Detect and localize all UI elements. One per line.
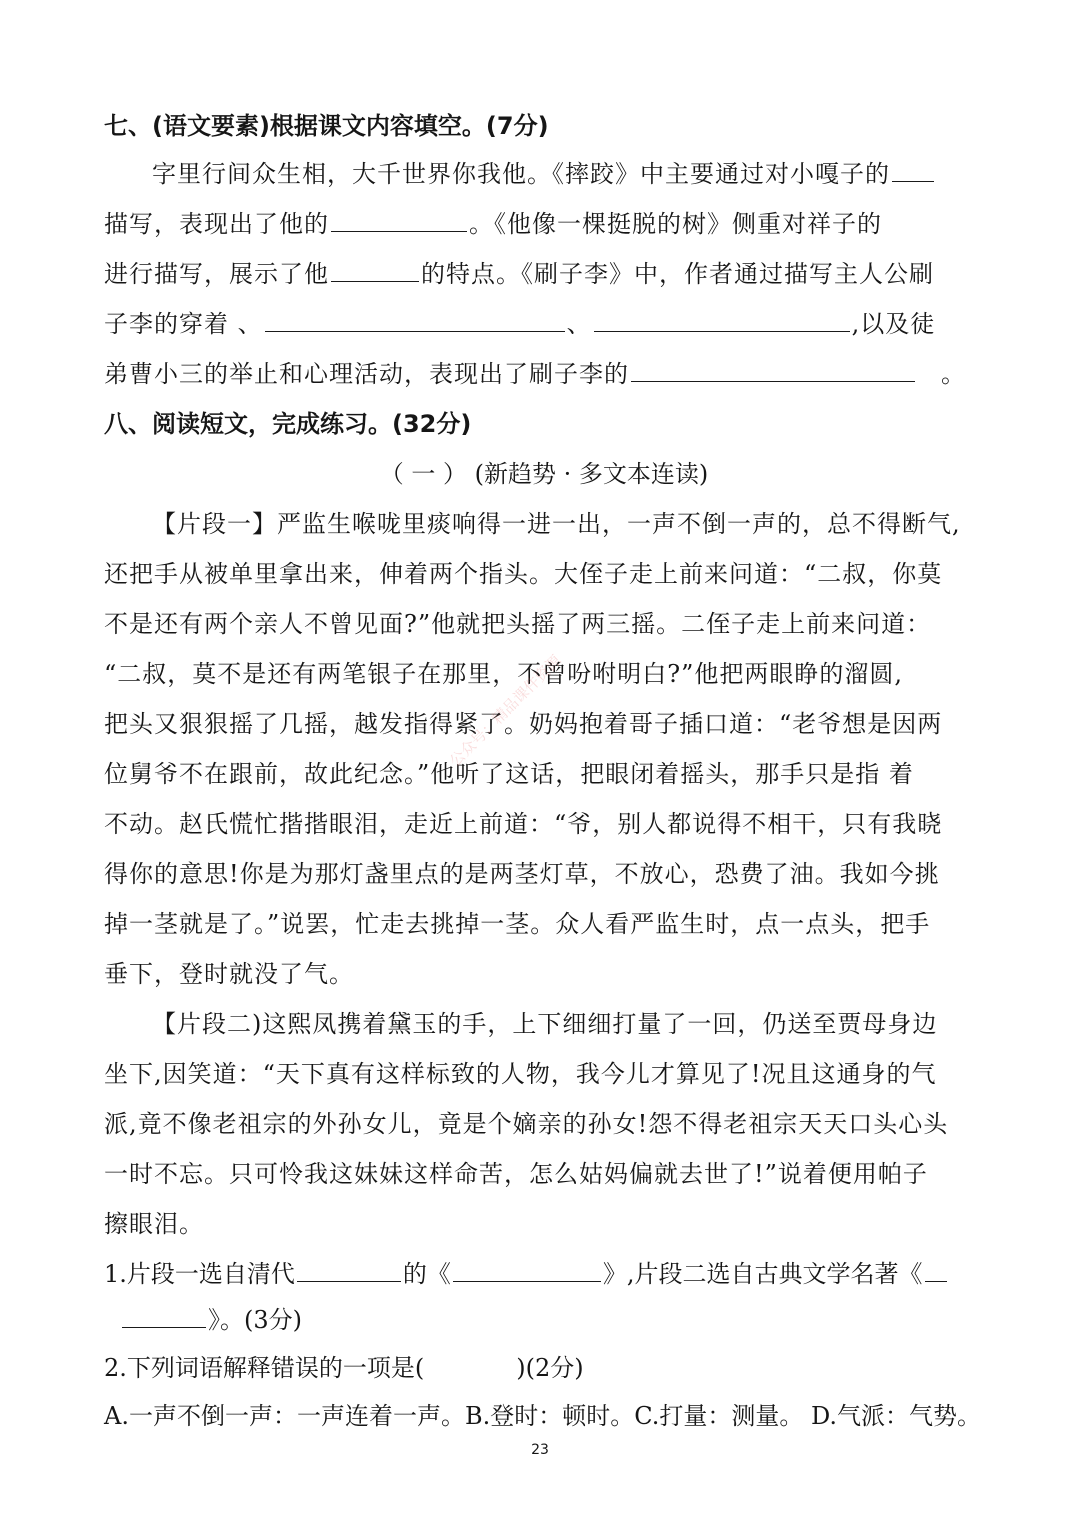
fill-blank[interactable] bbox=[265, 309, 565, 332]
question-1-text: 》,片段二选自古典文学名著《 bbox=[602, 1260, 923, 1288]
fill-blank[interactable] bbox=[453, 1259, 601, 1282]
section-7-line-1 bbox=[152, 158, 982, 190]
passage-1-line: 位舅爷不在跟前，故此纪念。”他听了这话，把眼闭着摇头，那手只是指 着 bbox=[104, 760, 914, 788]
passage-1-line: “二叔，莫不是还有两笔银子在那里，不曾吩咐明白?”他把两眼睁的溜圆, bbox=[104, 660, 904, 688]
fill-blank[interactable] bbox=[122, 1305, 206, 1328]
question-2-text: 2.下列词语解释错误的一项是( bbox=[104, 1354, 425, 1382]
section-8-subtitle: （ 一 ） (新趋势 · 多文本连读) bbox=[379, 460, 709, 488]
question-1-text: 》。(3分) bbox=[208, 1306, 302, 1334]
section-7-text: 描写，表现出了他的 bbox=[104, 210, 329, 238]
passage-1-line: 不是还有两个亲人不曾见面?”他就把头摇了两三摇。二侄子走上前来问道： bbox=[104, 610, 932, 638]
passage-2-line: 【片段二)这熙凤携着黛玉的手，上下细细打量了一回，仍送至贾母身边 bbox=[152, 1010, 938, 1038]
section-7-text: 进行描写，展示了他 bbox=[104, 260, 329, 288]
question-2-text: )(2分) bbox=[516, 1354, 584, 1382]
question-2 bbox=[104, 1352, 984, 1384]
passage-1-line: 得你的意思!你是为那灯盏里点的是两茎灯草，不放心，恐费了油。我如今挑 bbox=[104, 860, 940, 888]
passage-1-line: 垂下，登时就没了气。 bbox=[104, 960, 354, 988]
section-7-line-3 bbox=[104, 258, 984, 290]
section-7-text: 的特点。《刷子李》中，作者通过描写主人公刷 bbox=[421, 260, 934, 288]
fill-blank[interactable] bbox=[331, 259, 419, 282]
passage-2-line: 一时不忘。只可怜我这妹妹这样命苦，怎么姑妈偏就去世了!”说着便用帕子 bbox=[104, 1160, 928, 1188]
question-1 bbox=[104, 1258, 984, 1290]
section-7-text: ,以及徒 bbox=[851, 310, 936, 338]
section-7-text: 子李的穿着 、 bbox=[104, 310, 263, 338]
passage-1-line: 还把手从被单里拿出来，伸着两个指头。大侄子走上前来问道：“二叔，你莫 bbox=[104, 560, 943, 588]
question-1-cont bbox=[104, 1304, 984, 1336]
fill-blank[interactable] bbox=[331, 209, 467, 232]
passage-2-line: 擦眼泪。 bbox=[104, 1210, 204, 1238]
question-2-options: A.一声不倒一声：一声连着一声。B.登时：顿时。C.打量：测量。 D.气派：气势。 bbox=[104, 1402, 982, 1430]
passage-2-line: 坐下,因笑道：“天下真有这样标致的人物，我今儿才算见了!况且这通身的气 bbox=[104, 1060, 937, 1088]
section-7-line-5 bbox=[104, 358, 984, 390]
question-1-text: 的《 bbox=[402, 1260, 451, 1288]
fill-blank[interactable] bbox=[297, 1259, 401, 1282]
section-7-line-4 bbox=[104, 308, 984, 340]
section-7-text: 弟曹小三的举止和心理活动，表现出了刷子李的 bbox=[104, 360, 629, 388]
fill-blank[interactable] bbox=[631, 359, 915, 382]
fill-blank[interactable] bbox=[925, 1259, 947, 1282]
passage-1-line: 【片段一】严监生喉咙里痰响得一进一出，一声不倒一声的，总不得断气, bbox=[152, 510, 961, 538]
passage-1-line: 不动。赵氏慌忙揩揩眼泪，走近上前道：“爷，别人都说得不相干，只有我晓 bbox=[104, 810, 943, 838]
section-7-text: 、 bbox=[566, 310, 592, 338]
section-7-line-2 bbox=[104, 208, 984, 240]
fill-blank[interactable] bbox=[892, 159, 934, 182]
passage-2-line: 派,竟不像老祖宗的外孙女儿，竟是个嫡亲的孙女!怨不得老祖宗天天口头心头 bbox=[104, 1110, 949, 1138]
section-7-text: 字里行间众生相，大千世界你我他。《摔跤》中主要通过对小嘎子的 bbox=[152, 160, 890, 188]
passage-1-line: 掉一茎就是了。”说罢，忙走去挑掉一茎。众人看严监生时，点一点头，把手 bbox=[104, 910, 931, 938]
section-8-title: 八、阅读短文，完成练习。(32分) bbox=[104, 410, 472, 438]
page-number: 23 bbox=[531, 1442, 549, 1458]
watermark: 公众号：精品课件资源 bbox=[445, 651, 565, 771]
passage-1-line: 把头又狠狠摇了几摇，越发指得紧了。奶妈抱着哥子插口道：“老爷想是因两 bbox=[104, 710, 943, 738]
fill-blank[interactable] bbox=[594, 309, 850, 332]
question-1-text: 1.片段一选自清代 bbox=[104, 1260, 295, 1288]
section-7-text: 。《他像一棵挺脱的树》侧重对祥子的 bbox=[469, 210, 882, 238]
section-7-text: 。 bbox=[941, 360, 966, 388]
section-7-title: 七、(语文要素)根据课文内容填空。(7分) bbox=[104, 112, 549, 140]
